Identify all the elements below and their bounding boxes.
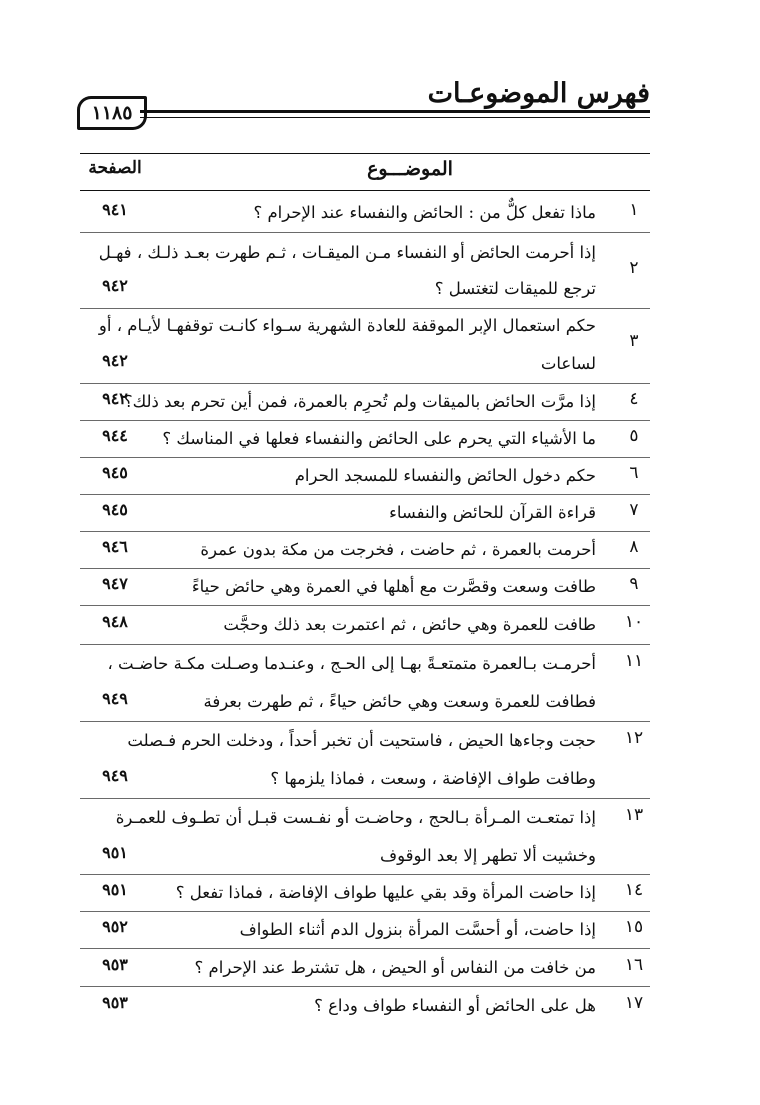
- table-row: [80, 993, 650, 1027]
- row-text: فطافت للعمرة وسعت وهي حائض حياءً ، ثم طهرت بعرفة: [203, 692, 596, 711]
- row-number: ١٤: [624, 880, 644, 900]
- row-divider: [80, 948, 650, 949]
- row-divider: [80, 308, 650, 309]
- table-row: [80, 500, 650, 534]
- row-page: ٩٤٥: [102, 500, 128, 519]
- table-row: [80, 917, 650, 951]
- row-divider: [80, 644, 650, 645]
- row-text: حكم استعمال الإبر الموقفة للعادة الشهرية سـواء كانـت توقفهـا لأيـام ، أو: [98, 316, 596, 335]
- column-header-page: الصفحة: [88, 158, 142, 178]
- row-text: إذا مرَّت الحائض بالميقات ولم تُحرِم بالعمرة، فمن أين تحرم بعد ذلك؟: [123, 392, 596, 411]
- row-page: ٩٤٥: [102, 463, 128, 482]
- page-title: فهرس الموضوعـات: [427, 78, 650, 109]
- row-divider: [80, 605, 650, 606]
- row-page: ٩٤٩: [102, 689, 128, 708]
- page-number: ١١٨٥: [77, 96, 147, 130]
- table-row: [80, 612, 650, 646]
- row-text: حكم دخول الحائض والنفساء للمسجد الحرام: [294, 466, 596, 485]
- table-row: [80, 200, 650, 234]
- table-row: [80, 651, 650, 721]
- row-text: طافت للعمرة وهي حائض ، ثم اعتمرت بعد ذلك وحجَّت: [223, 615, 596, 634]
- table-row: [80, 313, 650, 383]
- table-row: [80, 574, 650, 608]
- row-number: ٨: [629, 537, 639, 557]
- row-number: ١١: [624, 651, 644, 671]
- row-text: حجت وجاءها الحيض ، فاستحيت أن تخبر أحداً ، ودخلت الحرم فـصلت: [127, 731, 596, 750]
- row-text: إذا حاضت، أو أحسَّت المرأة بنزول الدم أثناء الطواف: [239, 920, 596, 939]
- row-text: إذا تمتعـت المـرأة بـالحج ، وحاضـت أو نفـست قبـل أن تطـوف للعمـرة: [115, 808, 596, 827]
- row-page: ٩٤٢: [102, 276, 128, 295]
- table-row: [80, 537, 650, 571]
- table-row: [80, 426, 650, 460]
- table-header-bottom-rule: [80, 190, 650, 191]
- row-text: ما الأشياء التي يحرم على الحائض والنفساء فعلها في المناسك ؟: [162, 429, 596, 448]
- row-number: ٢: [629, 258, 639, 278]
- row-number: ١٢: [624, 728, 644, 748]
- column-header-topic: الموضـــوع: [367, 158, 453, 180]
- row-text: هل على الحائض أو النفساء طواف وداع ؟: [314, 996, 596, 1015]
- row-number: ١٥: [624, 917, 644, 937]
- row-divider: [80, 457, 650, 458]
- row-divider: [80, 721, 650, 722]
- row-text: قراءة القرآن للحائض والنفساء: [389, 503, 596, 522]
- table-row: [80, 389, 650, 423]
- row-divider: [80, 531, 650, 532]
- row-divider: [80, 420, 650, 421]
- row-text: إذا أحرمت الحائض أو النفساء مـن الميقـات ، ثـم طهرت بعـد ذلـك ، فهـل: [98, 243, 596, 262]
- row-text: وخشيت ألا تطهر إلا بعد الوقوف: [380, 846, 596, 865]
- row-text: لساعات: [540, 354, 596, 373]
- row-text: طافت وسعت وقصَّرت مع أهلها في العمرة وهي حائض حياءً: [191, 577, 596, 596]
- table-row: [80, 955, 650, 989]
- row-divider: [80, 232, 650, 233]
- row-page: ٩٤٨: [102, 612, 128, 631]
- row-text: ترجع للميقات لتغتسل ؟: [434, 279, 596, 298]
- row-page: ٩٥١: [102, 880, 128, 899]
- row-page: ٩٥٣: [102, 955, 128, 974]
- header-rule-thin: [140, 117, 650, 118]
- row-text: أحرمـت بـالعمرة متمتعـةً بهـا إلى الحـج ، وعنـدما وصـلت مكـة حاضـت ،: [107, 654, 596, 673]
- row-number: ٣: [629, 331, 639, 351]
- row-page: ٩٤٦: [102, 537, 128, 556]
- row-number: ١: [629, 200, 639, 220]
- row-page: ٩٥١: [102, 843, 128, 862]
- row-divider: [80, 494, 650, 495]
- row-page: ٩٤٢: [102, 389, 128, 408]
- row-page: ٩٤٧: [102, 574, 128, 593]
- row-text: وطافت طواف الإفاضة ، وسعت ، فماذا يلزمها ؟: [270, 769, 596, 788]
- row-page: ٩٤١: [102, 200, 128, 219]
- row-page: ٩٥٣: [102, 993, 128, 1012]
- table-row: [80, 805, 650, 875]
- row-divider: [80, 986, 650, 987]
- table-row: [80, 880, 650, 914]
- table-row: [80, 463, 650, 497]
- table-row: [80, 728, 650, 798]
- row-number: ٦: [629, 463, 639, 483]
- row-divider: [80, 383, 650, 384]
- row-divider: [80, 911, 650, 912]
- row-page: ٩٤٤: [102, 426, 128, 445]
- row-number: ٥: [629, 426, 639, 446]
- table-header-top-rule: [80, 153, 650, 154]
- row-text: إذا حاضت المرأة وقد بقي عليها طواف الإفاضة ، فماذا تفعل ؟: [175, 883, 596, 902]
- table-row: [80, 240, 650, 308]
- row-number: ١٣: [624, 805, 644, 825]
- row-text: من خافت من النفاس أو الحيض ، هل تشترط عند الإحرام ؟: [194, 958, 596, 977]
- row-page: ٩٤٢: [102, 351, 128, 370]
- row-divider: [80, 798, 650, 799]
- header-rule: [140, 110, 650, 113]
- row-divider: [80, 568, 650, 569]
- row-text: أحرمت بالعمرة ، ثم حاضت ، فخرجت من مكة بدون عمرة: [200, 540, 596, 559]
- row-text: ماذا تفعل كلٌّ من : الحائض والنفساء عند الإحرام ؟: [253, 203, 596, 222]
- row-number: ٤: [629, 389, 639, 409]
- row-divider: [80, 874, 650, 875]
- row-number: ٩: [629, 574, 639, 594]
- row-page: ٩٤٩: [102, 766, 128, 785]
- row-page: ٩٥٢: [102, 917, 128, 936]
- row-number: ١٧: [624, 993, 644, 1013]
- row-number: ٧: [629, 500, 639, 520]
- row-number: ١٠: [624, 612, 644, 632]
- row-number: ١٦: [624, 955, 644, 975]
